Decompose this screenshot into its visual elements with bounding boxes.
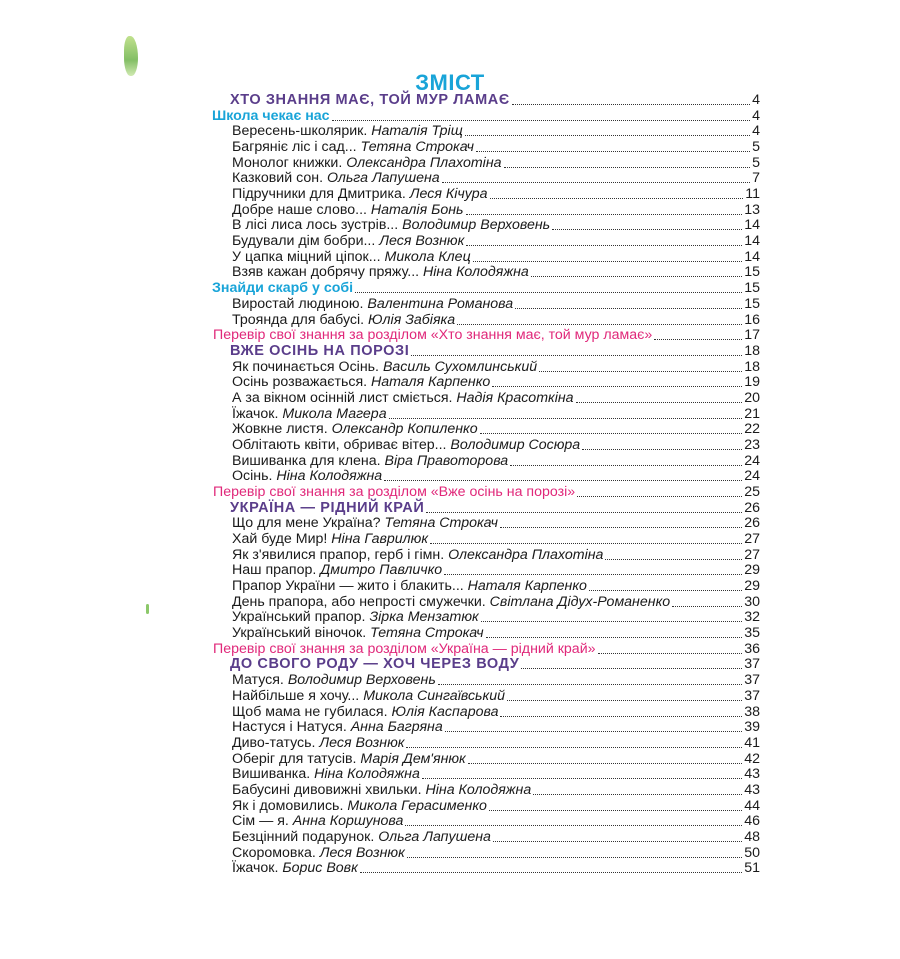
entry-title [232, 609, 479, 625]
dot-leader [490, 198, 744, 199]
entry-title-text: Будували дім бобри... [232, 233, 380, 250]
entry-author: Микола Магера [282, 405, 387, 422]
toc-entry [232, 594, 760, 610]
entry-author: Микола Клец [384, 248, 471, 265]
entry-author: Наталя Карпенко [467, 578, 587, 595]
dot-leader [466, 245, 742, 246]
entry-author: Борис Вовк [282, 860, 358, 877]
page-number: 14 [744, 233, 760, 250]
entry-title [232, 594, 670, 610]
page-number: 22 [744, 421, 760, 438]
entry-author: Валентина Романова [367, 295, 514, 312]
page-number: 18 [744, 358, 760, 375]
page-number: 11 [745, 186, 760, 203]
entry-title-text: Осінь. [232, 468, 277, 485]
entry-title-text: Український прапор. [232, 609, 370, 626]
page-number: 4 [752, 123, 760, 140]
dot-leader [476, 151, 750, 152]
entry-title [230, 92, 510, 108]
entry-author: Ніна Колодяжна [423, 264, 529, 281]
subsection-heading [212, 108, 760, 124]
dot-leader [360, 872, 742, 873]
entry-author: Тетяна Строкач [360, 139, 475, 156]
page-number: 42 [744, 750, 760, 767]
entry-title-text: Скоромовка. [232, 844, 320, 861]
entry-title [232, 578, 587, 594]
entry-title-text: Як починається Осінь. [232, 358, 383, 375]
toc-entry [232, 672, 760, 688]
toc-entry [232, 798, 760, 814]
entry-title-text: Вишиванка для клена. [232, 452, 385, 469]
entry-title [232, 798, 487, 814]
entry-author: Світлана Дідух-Романенко [489, 593, 671, 610]
page-number: 7 [752, 170, 760, 187]
page-number: 15 [744, 264, 760, 281]
entry-author: Анна Багряна [350, 719, 443, 736]
page-number: 20 [744, 389, 760, 406]
entry-author: Тетяна Строкач [370, 625, 484, 642]
page-number: 14 [744, 248, 760, 265]
page-number: 29 [744, 578, 760, 595]
dot-leader [466, 214, 743, 215]
entry-title-text: Осінь розважається. [232, 374, 372, 391]
dot-leader [492, 386, 742, 387]
toc-entry [232, 170, 760, 186]
entry-title [232, 249, 471, 265]
entry-author: Володимир Верховень [402, 217, 551, 234]
entry-title-text: В лісі лиса лось зустрів... [232, 217, 403, 234]
toc-entry [232, 406, 760, 422]
toc-entry [232, 312, 760, 328]
entry-title [232, 531, 428, 547]
toc-entry [232, 751, 760, 767]
entry-author: Надія Красоткіна [456, 389, 574, 406]
toc-entry [232, 704, 760, 720]
toc-entry [232, 531, 760, 547]
page-number: 26 [744, 499, 760, 516]
entry-author: Марія Дем'янюк [360, 750, 466, 767]
toc-entry [232, 123, 760, 139]
entry-title [213, 484, 575, 500]
entry-title [232, 406, 387, 422]
page-number: 24 [744, 468, 760, 485]
page-number: 37 [744, 687, 760, 704]
entry-title-text: Їжачок. [232, 405, 283, 422]
entry-title-text: Троянда для бабусі. [232, 311, 369, 328]
page-number: 24 [744, 452, 760, 469]
subsection-heading [212, 280, 760, 296]
entry-author: Олександра Плахотіна [448, 546, 604, 563]
dot-leader [407, 857, 742, 858]
dot-leader [430, 543, 742, 544]
entry-author: Ніна Колодяжна [425, 781, 532, 798]
entry-author: Наталя Карпенко [371, 374, 491, 391]
entry-title [232, 233, 464, 249]
entry-title-text: ДО СВОГО РОДУ — ХОЧ ЧЕРЕЗ ВОДУ [230, 656, 520, 673]
entry-title-text: Взяв кажан добрячу пряжу... [232, 264, 424, 281]
entry-author: Леся Кічура [409, 186, 488, 203]
entry-author: Тетяна Строкач [384, 515, 498, 532]
toc-entry [232, 155, 760, 171]
toc-entry [232, 688, 760, 704]
entry-author: Зірка Мензатюк [369, 609, 479, 626]
dot-leader [654, 339, 742, 340]
entry-title-text: Сім — я. [232, 813, 293, 830]
entry-title [232, 217, 550, 233]
dot-leader [577, 496, 742, 497]
toc-entry [232, 845, 760, 861]
dot-leader [332, 120, 751, 121]
section-heading [230, 92, 760, 108]
dot-leader [512, 104, 750, 105]
page-number: 5 [752, 139, 760, 156]
dot-leader [539, 371, 742, 372]
entry-author: Ніна Гаврилюк [331, 531, 429, 548]
page-number: 16 [744, 311, 760, 328]
entry-title-text: Школа чекає нас [212, 107, 330, 124]
entry-title [230, 656, 519, 672]
toc-entry [232, 578, 760, 594]
page-number: 32 [744, 609, 760, 626]
dot-leader [384, 480, 742, 481]
toc-entry [232, 374, 760, 390]
entry-title-text: Виростай людиною. [232, 295, 368, 312]
page-number: 50 [744, 844, 760, 861]
toc-entry [232, 359, 760, 375]
entry-title [213, 327, 652, 343]
entry-title [232, 860, 358, 876]
dot-leader [521, 668, 742, 669]
entry-title-text: Добре наше слово... [232, 201, 371, 218]
entry-title [232, 688, 505, 704]
entry-title [232, 813, 403, 829]
entry-author: Володимир Верховень [287, 672, 436, 689]
toc-entry [232, 735, 760, 751]
toc-entry [232, 609, 760, 625]
entry-title-text: Диво-татусь. [232, 734, 320, 751]
entry-title [212, 108, 330, 124]
entry-title-text: Монолог книжки. [232, 154, 347, 171]
entry-title-text: Прапор України — жито і блакить... [232, 578, 468, 595]
entry-author: Ольга Лапушена [378, 828, 491, 845]
entry-author: Леся Вознюк [319, 844, 405, 861]
entry-author: Наталія Тріщ [371, 123, 463, 140]
dot-leader [510, 465, 742, 466]
dot-leader [457, 324, 742, 325]
dot-leader [486, 637, 743, 638]
dot-leader [531, 276, 742, 277]
dot-leader [552, 229, 742, 230]
entry-title [213, 641, 596, 657]
entry-author: Наталія Бонь [370, 201, 464, 218]
dot-leader [598, 653, 743, 654]
page-number: 27 [744, 546, 760, 563]
entry-title-text: Багряніє ліс і сад... [232, 139, 361, 156]
entry-title-text: Матуся. [232, 672, 288, 689]
entry-author: Олександр Копиленко [331, 421, 478, 438]
dot-leader [444, 574, 742, 575]
page-number: 15 [744, 280, 760, 297]
entry-title [232, 782, 531, 798]
page-number: 37 [744, 672, 760, 689]
dot-leader [465, 135, 750, 136]
dot-leader [438, 684, 742, 685]
page-number: 30 [744, 593, 760, 610]
page-number: 39 [744, 719, 760, 736]
page-number: 27 [744, 531, 760, 548]
toc-entry [232, 562, 760, 578]
entry-title [232, 468, 382, 484]
toc-entry [232, 468, 760, 484]
entry-author: Ольга Лапушена [326, 170, 440, 187]
dot-leader [500, 716, 742, 717]
entry-title [230, 500, 424, 516]
entry-author: Микола Сингаївський [363, 687, 505, 704]
toc-entry [232, 860, 760, 876]
review-entry [213, 484, 760, 500]
entry-title [232, 421, 478, 437]
dot-leader [468, 763, 742, 764]
entry-title [232, 625, 484, 641]
toc-entry [232, 547, 760, 563]
entry-title-text: Як і домовились. [232, 797, 348, 814]
dot-leader [672, 606, 742, 607]
entry-title-text: Казковий сон. [232, 170, 327, 187]
entry-title [232, 312, 455, 328]
entry-title [232, 515, 498, 531]
dot-leader [582, 449, 742, 450]
dot-leader [422, 778, 742, 779]
toc-entry [232, 625, 760, 641]
entry-title [230, 343, 409, 359]
page-number: 18 [744, 342, 760, 359]
dot-leader [480, 433, 743, 434]
entry-title-text: Вересень-школярик. [232, 123, 372, 140]
toc-entry [232, 139, 760, 155]
page-number: 51 [744, 860, 760, 877]
dot-leader [507, 700, 742, 701]
page-number: 15 [744, 295, 760, 312]
section-heading [230, 343, 760, 359]
entry-title [232, 437, 580, 453]
dot-leader [589, 590, 742, 591]
toc-entry [232, 264, 760, 280]
dot-leader [389, 418, 743, 419]
entry-title [232, 155, 502, 171]
entry-author: Юлія Забіяка [368, 311, 456, 328]
page-title: ЗМІСТ [415, 70, 485, 95]
entry-title [232, 672, 436, 688]
entry-title-text: Їжачок. [232, 860, 283, 877]
dot-leader [473, 261, 743, 262]
page-number: 38 [744, 703, 760, 720]
entry-author: Ніна Колодяжна [314, 766, 420, 783]
entry-title-text: Вишиванка. [232, 766, 315, 783]
entry-title [232, 845, 405, 861]
entry-author: Віра Правоторова [384, 452, 509, 469]
dot-leader [493, 841, 742, 842]
entry-title-text: Оберіг для татусів. [232, 750, 361, 767]
entry-author: Леся Вознюк [379, 233, 465, 250]
page-number: 26 [744, 515, 760, 532]
review-entry [213, 641, 760, 657]
dot-leader [605, 559, 742, 560]
review-entry [213, 327, 760, 343]
entry-title [232, 264, 529, 280]
entry-title [232, 390, 574, 406]
entry-title-text: Що для мене Україна? [232, 515, 385, 532]
dot-leader [406, 747, 742, 748]
entry-title-text: Хай буде Мир! [232, 531, 332, 548]
dot-leader [442, 182, 750, 183]
page-number: 29 [744, 562, 760, 579]
entry-title-text: Щоб мама не губилася. [232, 703, 392, 720]
dot-leader [533, 794, 742, 795]
toc-entry [232, 421, 760, 437]
entry-title-text: Український віночок. [232, 625, 371, 642]
entry-author: Олександра Плахотіна [346, 154, 502, 171]
page-number: 48 [744, 828, 760, 845]
entry-title-text: У цапка міцний ціпок... [232, 248, 385, 265]
page-number: 4 [752, 92, 760, 108]
entry-title-text: Жовкне листя. [232, 421, 332, 438]
entry-title [232, 123, 463, 139]
page-number: 14 [744, 217, 760, 234]
page-number: 36 [744, 640, 760, 657]
entry-title [232, 139, 474, 155]
entry-title-text: Наш прапор. [232, 562, 321, 579]
page-number: 41 [744, 734, 760, 751]
entry-title [232, 170, 440, 186]
entry-title [232, 704, 498, 720]
entry-title-text: А за вікном осінній лист сміється. [232, 389, 457, 406]
page-number: 44 [744, 797, 760, 814]
entry-title [232, 562, 442, 578]
dot-leader [576, 402, 743, 403]
entry-title [232, 829, 491, 845]
entry-title-text: Перевір свої знання за розділом «Україна — рідний край» [213, 640, 596, 657]
entry-author: Микола Герасименко [347, 797, 487, 814]
entry-title-text: Підручники для Дмитрика. [232, 186, 410, 203]
dot-leader [445, 731, 742, 732]
toc-entry [232, 217, 760, 233]
dot-leader [515, 308, 742, 309]
dot-leader [489, 810, 742, 811]
entry-title [232, 719, 443, 735]
entry-title-text: Знайди скарб у собі [212, 280, 354, 297]
toc-entry [232, 390, 760, 406]
page-number: 43 [744, 781, 760, 798]
page-number: 21 [744, 405, 760, 422]
dot-leader [481, 621, 742, 622]
toc-entry [232, 437, 760, 453]
page-number: 35 [744, 625, 760, 642]
entry-author: Анна Коршунова [292, 813, 404, 830]
toc-entry [232, 766, 760, 782]
entry-title [232, 296, 513, 312]
entry-title-text: Бабусині дивовижні хвильки. [232, 781, 426, 798]
entry-title-text: ВЖЕ ОСІНЬ НА ПОРОЗІ [230, 342, 410, 359]
page-number: 17 [744, 327, 760, 344]
entry-title [232, 202, 464, 218]
dot-leader [500, 527, 742, 528]
entry-title-text: День прапора, або непрості смужечки. [232, 593, 490, 610]
entry-title [232, 735, 404, 751]
toc-entry [232, 515, 760, 531]
entry-title-text: Облітають квіти, обриває вітер... [232, 436, 451, 453]
toc-entry [232, 202, 760, 218]
entry-title-text: УКРАЇНА — РІДНИЙ КРАЙ [230, 499, 425, 516]
entry-title [232, 453, 508, 469]
page-number: 4 [752, 107, 760, 124]
entry-author: Ніна Колодяжна [276, 468, 383, 485]
entry-title-text: Безцінний подарунок. [232, 828, 379, 845]
page-number: 19 [744, 374, 760, 391]
page-number: 13 [744, 201, 760, 218]
toc-entry [232, 453, 760, 469]
entry-author: Володимир Сосюра [450, 436, 581, 453]
toc-entry [232, 782, 760, 798]
page-number: 37 [744, 656, 760, 673]
entry-title [212, 280, 353, 296]
section-heading [230, 656, 760, 672]
entry-author: Василь Сухомлинський [382, 358, 538, 375]
dot-leader [411, 355, 742, 356]
page-number: 46 [744, 813, 760, 830]
entry-title-text: ХТО ЗНАННЯ МАЄ, ТОЙ МУР ЛАМАЄ [230, 92, 510, 108]
toc-entry [232, 233, 760, 249]
toc-entry [232, 249, 760, 265]
entry-title-text: Перевір свої знання за розділом «Хто знання має, той мур ламає» [213, 327, 653, 344]
page-number: 43 [744, 766, 760, 783]
toc-entry [232, 186, 760, 202]
entry-title [232, 766, 420, 782]
entry-author: Леся Вознюк [319, 734, 405, 751]
entry-title-text: Найбільше я хочу... [232, 687, 364, 704]
dot-leader [426, 512, 742, 513]
toc-entry [232, 813, 760, 829]
entry-title [232, 751, 466, 767]
toc-entry [232, 296, 760, 312]
entry-title [232, 186, 488, 202]
page-number: 23 [744, 436, 760, 453]
entry-title [232, 374, 490, 390]
toc-entry [232, 719, 760, 735]
page-number: 25 [744, 484, 760, 500]
entry-title-text: Як з'явилися прапор, герб і гімн. [232, 546, 449, 563]
entry-title-text: Перевір свої знання за розділом «Вже осінь на порозі» [213, 484, 576, 500]
entry-title [232, 547, 603, 563]
entry-author: Юлія Каспарова [391, 703, 499, 720]
dot-leader [405, 825, 742, 826]
dot-leader [355, 292, 742, 293]
section-heading [230, 500, 760, 516]
entry-title [232, 359, 537, 375]
entry-author: Дмитро Павличко [320, 562, 443, 579]
entry-title-text: Настуся і Натуся. [232, 719, 351, 736]
toc-entry [232, 829, 760, 845]
page-number: 5 [752, 154, 760, 171]
dot-leader [504, 167, 751, 168]
